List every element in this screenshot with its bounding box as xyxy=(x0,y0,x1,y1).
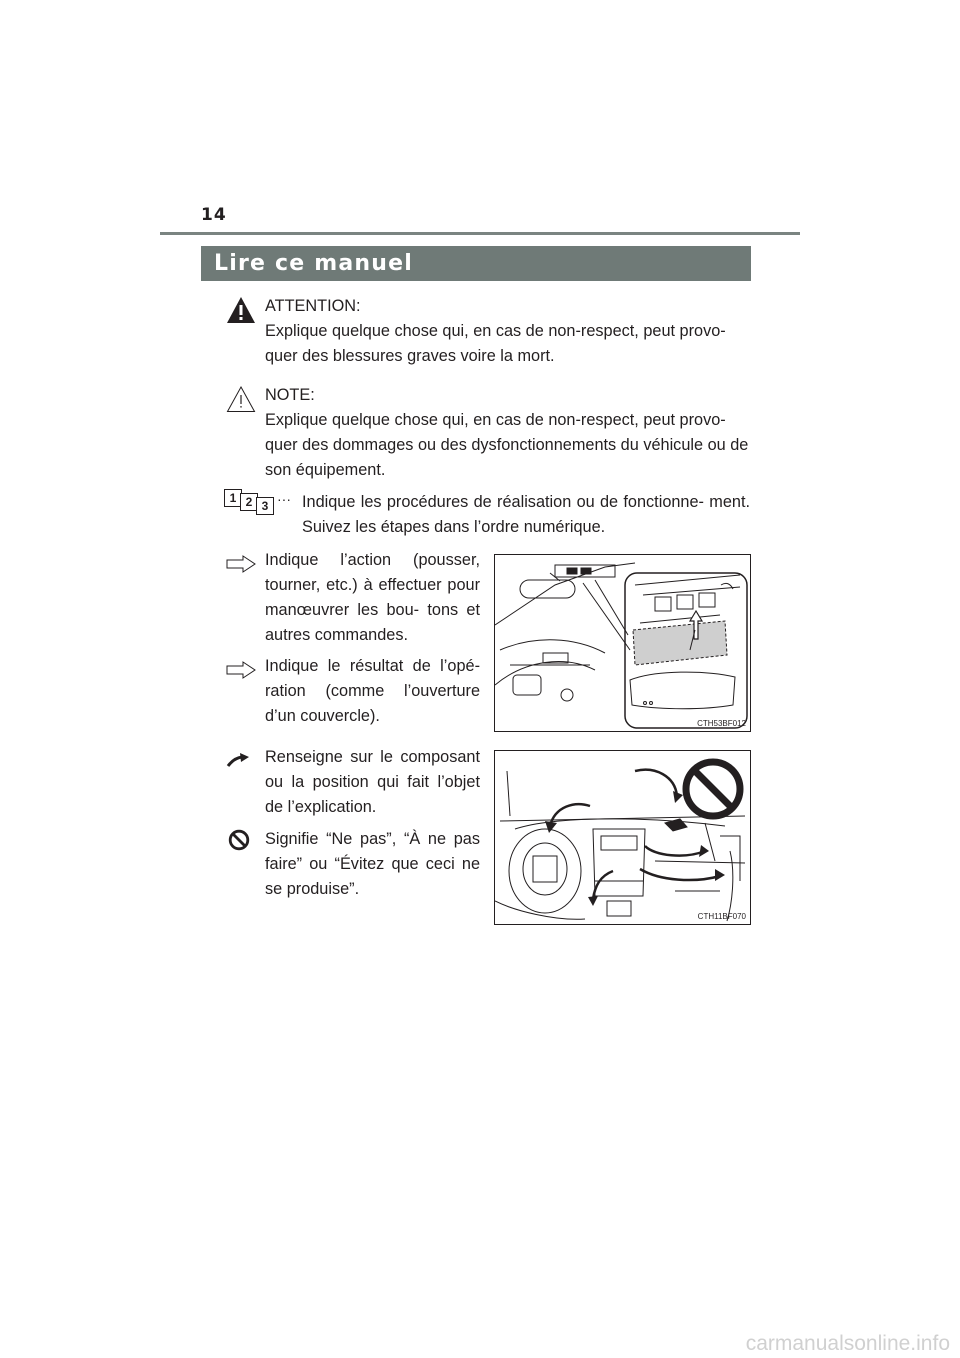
prohibited-icon xyxy=(228,829,250,851)
page-number: 14 xyxy=(201,205,227,225)
section-header xyxy=(201,246,751,281)
warning-title: ATTENTION: xyxy=(265,297,361,315)
watermark: carmanualsonline.info xyxy=(745,1332,950,1355)
figure-overhead-console xyxy=(494,554,751,732)
component-text: Renseigne sur le composant ou la position qui fait l’objet de l’explication. xyxy=(265,748,480,816)
figure-code: CTH11BF070 xyxy=(697,912,746,921)
component-pointer-icon xyxy=(226,752,250,768)
caution-icon xyxy=(226,385,256,413)
figure-dashboard xyxy=(494,750,751,925)
result-arrow-icon xyxy=(226,661,256,679)
warning-icon xyxy=(226,296,256,324)
result-block xyxy=(265,654,480,729)
prohibited-text: Signifie “Ne pas”, “À ne pas faire” ou “Évitez que ceci ne se produise”. xyxy=(265,830,480,898)
notice-text: Explique quelque chose qui, en cas de non-respect, peut provo- quer des dommages ou des dysfonctionnements du véhicule ou de son équipement. xyxy=(265,411,749,479)
notice-block xyxy=(265,383,750,483)
warning-text: Explique quelque chose qui, en cas de non-respect, peut provo- quer des blessures graves voire la mort. xyxy=(265,322,726,365)
action-arrow-icon xyxy=(226,555,256,573)
section-title: Lire ce manuel xyxy=(214,251,413,276)
prohibited-block xyxy=(265,827,480,902)
steps-ellipsis: ··· xyxy=(277,491,291,507)
steps-block xyxy=(302,490,750,540)
step-number-icon: 1 xyxy=(224,489,242,507)
step-number-icon: 2 xyxy=(240,493,258,511)
dashboard-illustration xyxy=(495,751,750,924)
figure-code: CTH53BF012 xyxy=(697,719,746,728)
notice-title: NOTE: xyxy=(265,386,315,404)
steps-text: Indique les procédures de réalisation ou de fonctionne- ment. Suivez les étapes dans l’ordre numérique. xyxy=(302,493,750,536)
warning-block xyxy=(265,294,750,369)
result-text: Indique le résultat de l’opé- ration (comme l’ouverture d’un couvercle). xyxy=(265,657,480,725)
action-text: Indique l’action (pousser, tourner, etc.) à effectuer pour manœuvrer les bou- tons et autres commandes. xyxy=(265,551,480,644)
header-rule xyxy=(160,232,800,235)
component-block xyxy=(265,745,480,820)
action-block xyxy=(265,548,480,648)
overhead-console-illustration xyxy=(495,555,750,731)
step-number-icon: 3 xyxy=(256,497,274,515)
